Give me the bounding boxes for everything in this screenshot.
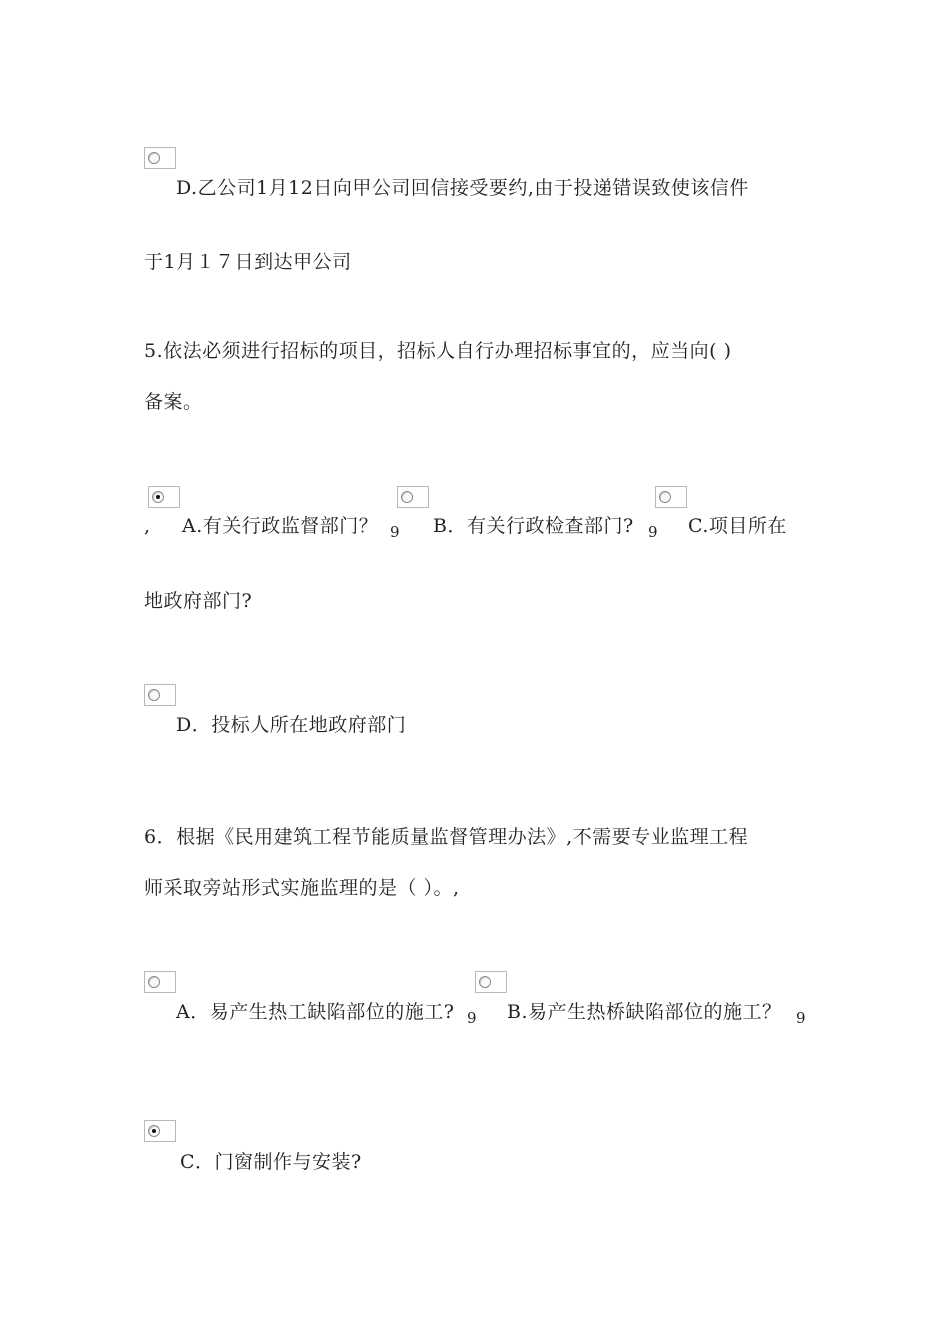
radio-circle-icon: [401, 491, 413, 503]
q5-separator: 9: [648, 523, 659, 541]
q5-option-c-text: C.项目所在: [688, 515, 787, 537]
q5-option-c-radio[interactable]: [655, 486, 687, 508]
q6-option-c-radio[interactable]: [144, 1120, 176, 1142]
q5-separator: 9: [390, 523, 401, 541]
q5-option-b-radio[interactable]: [397, 486, 429, 508]
radio-circle-icon: [148, 976, 160, 988]
q5-lead-mark: ,: [144, 515, 151, 537]
q5-option-a-radio[interactable]: [148, 486, 180, 508]
q6-option-c-text: C．门窗制作与安装?: [180, 1151, 362, 1173]
q5-option-c-text-cont: 地政府部门?: [144, 590, 253, 612]
q6-option-b-radio[interactable]: [475, 971, 507, 993]
q4-option-d-radio[interactable]: [144, 147, 176, 169]
radio-circle-icon: [659, 491, 671, 503]
radio-circle-icon: [479, 976, 491, 988]
radio-selected-icon: [152, 491, 164, 503]
q4-option-d-text: D.乙公司1月12日向甲公司回信接受要约,由于投递错误致使该信件: [176, 177, 749, 199]
radio-selected-icon: [148, 1125, 160, 1137]
radio-circle-icon: [148, 689, 160, 701]
q6-option-a-radio[interactable]: [144, 971, 176, 993]
q6-question-text-cont: 师采取旁站形式实施监理的是（ ）。,: [144, 877, 460, 899]
q4-option-d-text-cont: 于1月１７日到达甲公司: [144, 251, 352, 273]
q6-option-a-text: A．易产生热工缺陷部位的施工?: [176, 1001, 455, 1023]
q5-option-b-text: B．有关行政检查部门?: [433, 515, 634, 537]
q5-option-d-text: D．投标人所在地政府部门: [176, 714, 407, 736]
q5-option-a-text: A.有关行政监督部门？: [182, 515, 379, 537]
q6-separator: 9: [467, 1009, 478, 1027]
q5-question-text: 5.依法必须进行招标的项目，招标人自行办理招标事宜的，应当向( ): [144, 340, 732, 362]
q5-question-text-cont: 备案。: [144, 391, 203, 413]
radio-circle-icon: [148, 152, 160, 164]
q6-question-text: 6．根据《民用建筑工程节能质量监督管理办法》,不需要专业监理工程: [144, 826, 749, 848]
q6-option-b-text: B.易产生热桥缺陷部位的施工？: [507, 1001, 782, 1023]
q5-option-d-radio[interactable]: [144, 684, 176, 706]
q6-separator: 9: [796, 1009, 807, 1027]
